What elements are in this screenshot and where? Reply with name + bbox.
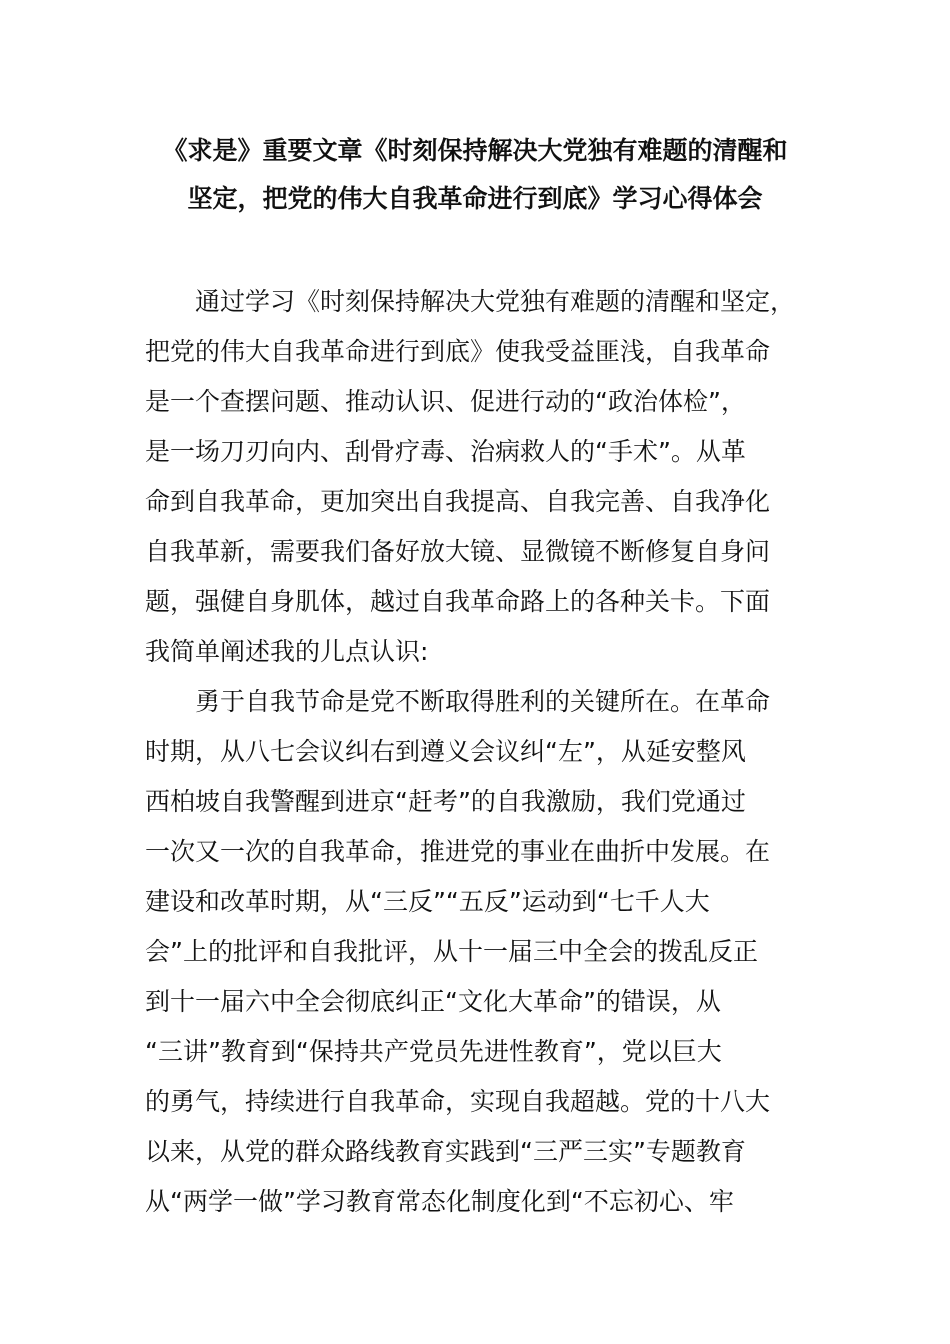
paragraph-1-line-3: 是一个查摆问题、推动认识、促进行动的“政治体检”， bbox=[145, 387, 746, 416]
paragraph-1-line-8: 我简单阐述我的儿点认识: bbox=[145, 637, 429, 666]
paragraph-2-line-7: 到十一届六中全会彻底纠正“文化大革命”的错误，从 bbox=[145, 987, 721, 1016]
paragraph-2-line-6: 会”上的批评和自我批评，从十一届三中全会的拨乱反正 bbox=[145, 937, 758, 966]
title-line-1: 《求是》重要文章《时刻保持解决大党独有难题的清醒和 bbox=[162, 136, 788, 165]
paragraph-2-line-11: 从“两学一做”学习教育常态化制度化到“不忘初心、牢 bbox=[145, 1187, 734, 1216]
document-title bbox=[120, 127, 830, 223]
paragraph-1-line-2: 把党的伟大自我革命进行到底》使我受益匪浅，自我革命 bbox=[145, 337, 771, 366]
paragraph-1-line-1: 通过学习《时刻保持解决大党独有难题的清醒和坚定， bbox=[195, 287, 796, 316]
paragraph-1-line-6: 自我革新，需要我们备好放大镜、显微镜不断修复自身问 bbox=[145, 537, 771, 566]
paragraph-2-line-1: 勇于自我节命是党不断取得胜利的关键所在。在革命 bbox=[195, 687, 771, 716]
paragraph-1-line-5: 命到自我革命，更加突出自我提高、自我完善、自我净化 bbox=[145, 487, 771, 516]
paragraph-2-line-5: 建设和改革时期，从“三反”“五反”运动到“七千人大 bbox=[145, 887, 710, 916]
paragraph-2-line-3: 西柏坡自我警醒到进京“赶考”的自我激励，我们党通过 bbox=[145, 787, 746, 816]
paragraph-2-line-8: “三讲”教育到“保持共产党员先进性教育”，党以巨大 bbox=[145, 1037, 722, 1066]
document-body bbox=[145, 277, 835, 1227]
paragraph-2-line-2: 时期，从八七会议纠右到遵义会议纠“左”，从延安整风 bbox=[145, 737, 746, 766]
paragraph-2-line-9: 的勇气，持续进行自我革命，实现自我超越。党的十八大 bbox=[145, 1087, 771, 1116]
paragraph-1-line-4: 是一场刀刃向内、刮骨疗毒、治病救人的“手术”。从革 bbox=[145, 437, 746, 466]
paragraph-2-line-4: 一次又一次的自我革命，推进党的事业在曲折中发展。在 bbox=[145, 837, 771, 866]
title-line-2: 坚定，把党的伟大自我革命进行到底》学习心得体会 bbox=[187, 184, 763, 213]
paragraph-2-line-10: 以来，从党的群众路线教育实践到“三严三实”专题教育 bbox=[145, 1137, 746, 1166]
paragraph-1-line-7: 题，强健自身肌体，越过自我革命路上的各种关卡。下面 bbox=[145, 587, 771, 616]
